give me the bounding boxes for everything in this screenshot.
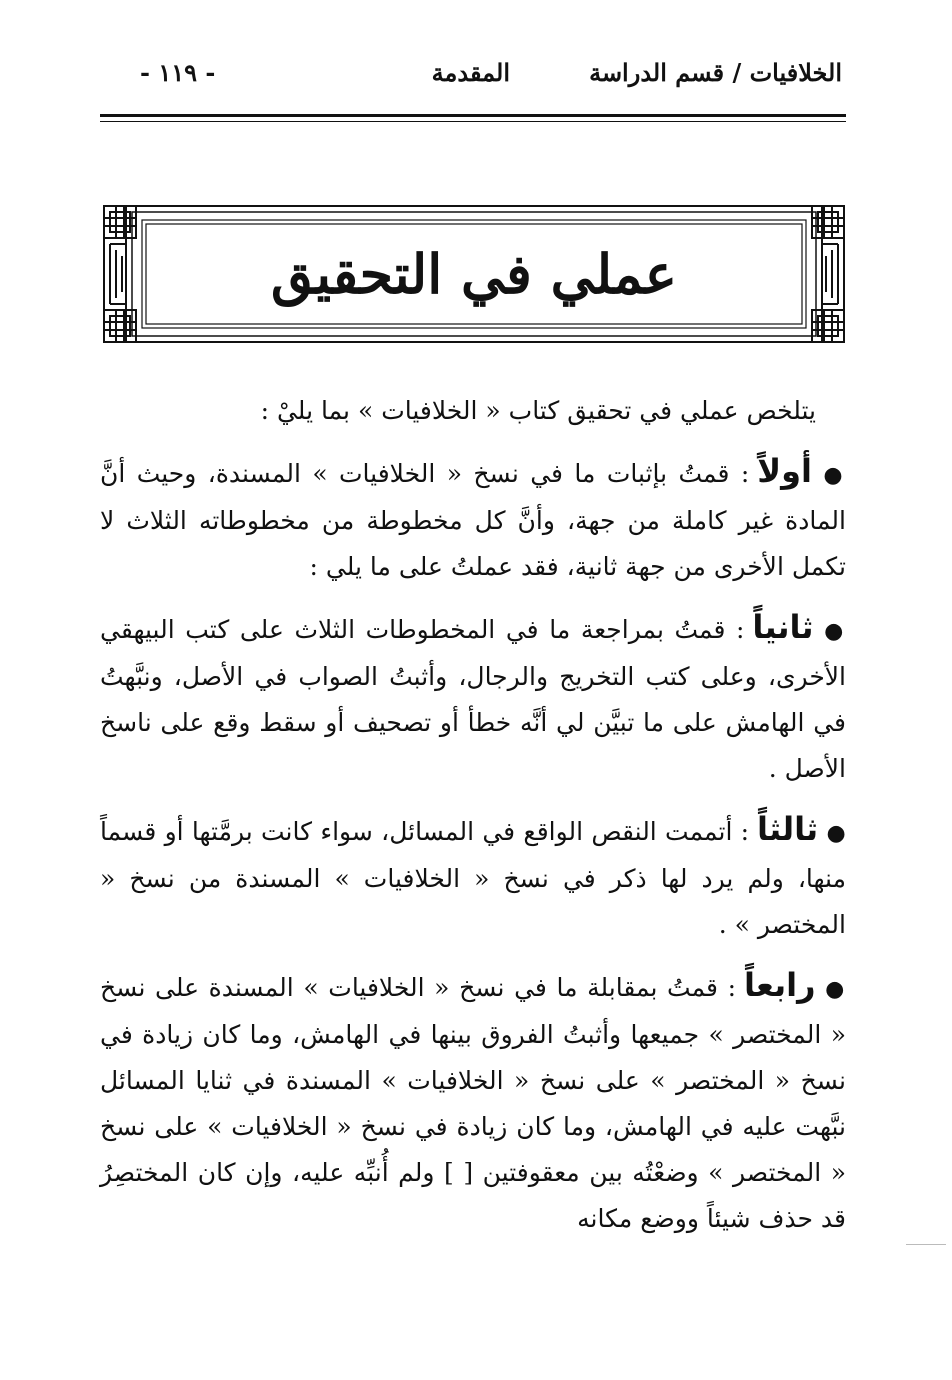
paragraph-fourth [100, 962, 846, 1242]
bullet-icon: ● [826, 820, 846, 846]
running-title: الخلافيات / قسم الدراسة [589, 58, 842, 87]
paragraph-second [100, 604, 846, 792]
chapter-title-frame [102, 204, 846, 344]
paragraph-text: : قمتُ بمراجعة ما في المخطوطات الثلاث على كتب البيهقي الأخرى، وعلى كتب التخريج والرجال، وأثبتُ الصواب في الأصل، ونبَّهتُ في الهامش على ما تبيَّن لي أنَّه خطأ أو تصحيف أو سقط وقع على ناسخ الأصل . [100, 615, 846, 783]
running-header [100, 58, 842, 98]
paragraph-text: : قمتُ بمقابلة ما في نسخ « الخلافيات » المسندة على نسخ « المختصر » جميعها وأثبتُ الفروق بينها في الهامش، وما كان زيادة في نسخ « المختصر » على نسخ « الخلافيات » المسندة في ثنايا المسائل نبَّهت عليه في الهامش، وما كان زيادة في نسخ « الخلافيات » على نسخ « المختصر » وضعْتُه بين معقوفتين [ ] ولم أُنبِّه عليه، وإن كان المختصِرُ قد حذف شيئاً ووضع مكانه [100, 973, 846, 1233]
header-rule-thin [100, 121, 846, 122]
lead-word-third: ثالثاً [757, 810, 819, 848]
paragraph-text: : أتممت النقص الواقع في المسائل، سواء كانت برمَّتها أو قسماً منها، ولم يرد لها ذكر في نسخ « الخلافيات » المسندة من نسخ « المختصر » . [100, 817, 846, 939]
section-name: المقدمة [431, 58, 510, 87]
bullet-icon: ● [825, 976, 846, 1002]
intro-paragraph: يتلخص عملي في تحقيق كتاب « الخلافيات » بما يليْ : [260, 396, 816, 425]
header-rule-thick [100, 114, 846, 117]
chapter-title: عملي في التحقيق [270, 242, 677, 306]
bullet-icon: ● [823, 462, 847, 488]
lead-word-fourth: رابعاً [744, 966, 816, 1004]
paragraph-text: : قمتُ بإثبات ما في نسخ « الخلافيات » المسندة، وحيث أنَّ المادة غير كاملة من جهة، وأنَّ كل مخطوطة من مخطوطاته الثلاث لا تكمل الأخرى من جهة ثانية، فقد عملتُ على ما يلي : [100, 459, 846, 581]
body-text [100, 388, 846, 1256]
lead-word-first: أولاً [757, 452, 812, 490]
paragraph-first [100, 448, 846, 590]
paragraph-third [100, 806, 846, 948]
lead-word-second: ثانياً [752, 608, 814, 646]
bullet-icon: ● [824, 618, 847, 644]
page-number: - ١١٩ - [140, 58, 216, 87]
scan-mark [906, 1244, 946, 1245]
